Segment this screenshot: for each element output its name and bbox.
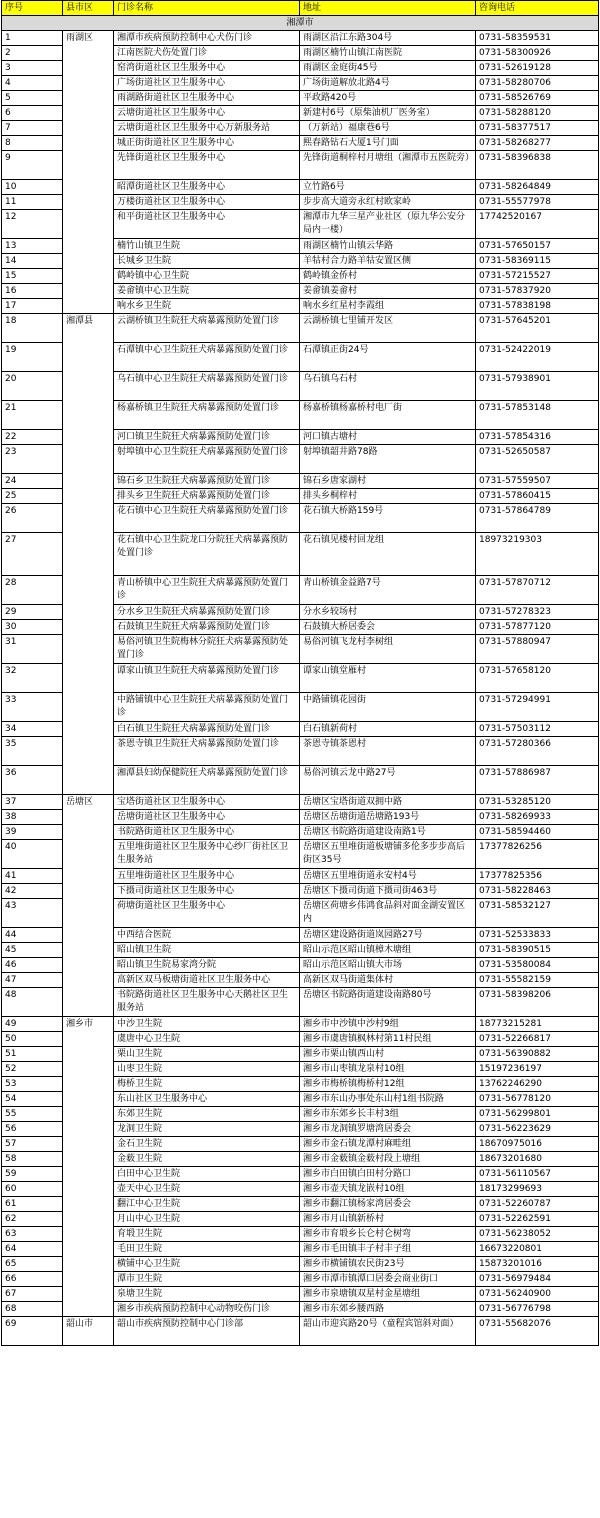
cell-address: 湘乡市东山办事处东山村1组书院路 <box>300 1092 476 1107</box>
cell-clinic-name: 五里堆街道社区卫生服务中心 <box>114 869 300 884</box>
cell-phone: 0731-58300926 <box>476 46 599 61</box>
cell-address: 岳塘区五里堆街道板塘铺多伦多步步高后街区35号 <box>300 840 476 869</box>
cell-phone: 0731-58228463 <box>476 884 599 899</box>
cell-clinic-name: 花石镇中心卫生院龙口分院狂犬病暴露预防处置门诊 <box>114 533 300 576</box>
cell-address: 湘乡市山枣镇龙泉村10组 <box>300 1062 476 1077</box>
cell-county: 湘乡市 <box>63 1017 114 1317</box>
cell-address: 韶山市迎宾路20号（童程宾馆斜对面） <box>300 1317 476 1346</box>
cell-phone: 16673220801 <box>476 1242 599 1257</box>
cell-address: 石鼓镇大桥居委会 <box>300 620 476 635</box>
cell-clinic-name: 昭山镇卫生院 <box>114 943 300 958</box>
cell-serial: 34 <box>2 722 63 737</box>
cell-phone: 0731-56778120 <box>476 1092 599 1107</box>
cell-county: 湘潭县 <box>63 314 114 795</box>
cell-clinic-name: 月山中心卫生院 <box>114 1212 300 1227</box>
cell-clinic-name: 五里堆街道社区卫生服务中心纱厂街社区卫生服务站 <box>114 840 300 869</box>
cell-address: 湘乡市壶天镇龙嵌村10组 <box>300 1182 476 1197</box>
cell-serial: 35 <box>2 737 63 766</box>
cell-phone: 0731-52266817 <box>476 1032 599 1047</box>
cell-serial: 23 <box>2 445 63 474</box>
cell-address: 湘乡市龙洞镇罗塘湾居委会 <box>300 1122 476 1137</box>
cell-phone: 15873201016 <box>476 1257 599 1272</box>
cell-phone: 18173299693 <box>476 1182 599 1197</box>
cell-serial: 22 <box>2 430 63 445</box>
cell-clinic-name: 荷塘街道社区卫生服务中心 <box>114 899 300 928</box>
cell-address: （万新站）福康巷6号 <box>300 121 476 136</box>
cell-phone: 0731-58359531 <box>476 31 599 46</box>
cell-address: 湘乡市中沙镇中沙村9组 <box>300 1017 476 1032</box>
cell-clinic-name: 湘潭市疾病预防控制中心犬伤门诊 <box>114 31 300 46</box>
cell-serial: 52 <box>2 1062 63 1077</box>
cell-phone: 0731-56390882 <box>476 1047 599 1062</box>
clinic-table <box>1 0 599 1346</box>
cell-address: 湘乡市潭市镇潭口居委会商业街口 <box>300 1272 476 1287</box>
cell-address: 花石镇大桥路159号 <box>300 504 476 533</box>
cell-phone: 0731-57877120 <box>476 620 599 635</box>
cell-serial: 17 <box>2 299 63 314</box>
cell-address: 湘乡市月山镇新桥村 <box>300 1212 476 1227</box>
cell-serial: 21 <box>2 401 63 430</box>
cell-clinic-name: 东郊卫生院 <box>114 1107 300 1122</box>
cell-phone: 0731-57864789 <box>476 504 599 533</box>
cell-serial: 15 <box>2 269 63 284</box>
cell-phone: 0731-57938901 <box>476 372 599 401</box>
cell-serial: 4 <box>2 76 63 91</box>
cell-clinic-name: 下摄司街道社区卫生服务中心 <box>114 884 300 899</box>
cell-address: 雨湖区沿江东路304号 <box>300 31 476 46</box>
cell-clinic-name: 白石镇卫生院狂犬病暴露预防处置门诊 <box>114 722 300 737</box>
cell-address: 岳塘区五里堆街道永安村4号 <box>300 869 476 884</box>
cell-address: 湘乡市梅桥镇梅桥村12组 <box>300 1077 476 1092</box>
cell-clinic-name: 金石卫生院 <box>114 1137 300 1152</box>
cell-serial: 40 <box>2 840 63 869</box>
cell-serial: 5 <box>2 91 63 106</box>
cell-clinic-name: 石鼓镇卫生院狂犬病暴露预防处置门诊 <box>114 620 300 635</box>
cell-address: 石潭镇正街24号 <box>300 343 476 372</box>
cell-phone: 0731-53580084 <box>476 958 599 973</box>
cell-address: 谭家山镇堂雁村 <box>300 664 476 693</box>
cell-clinic-name: 分水乡卫生院狂犬病暴露预防处置门诊 <box>114 605 300 620</box>
cell-address: 昭山示范区昭山镇大市场 <box>300 958 476 973</box>
cell-serial: 48 <box>2 988 63 1017</box>
cell-address: 新建村6号（原柴油机厂医务室） <box>300 106 476 121</box>
cell-address: 平政路420号 <box>300 91 476 106</box>
cell-phone: 18973219303 <box>476 533 599 576</box>
cell-clinic-name: 书院路街道社区卫生服务中心 <box>114 825 300 840</box>
cell-serial: 44 <box>2 928 63 943</box>
cell-address: 鹤岭镇金侨村 <box>300 269 476 284</box>
cell-phone: 0731-58280706 <box>476 76 599 91</box>
cell-serial: 41 <box>2 869 63 884</box>
cell-serial: 9 <box>2 151 63 180</box>
cell-serial: 62 <box>2 1212 63 1227</box>
cell-phone: 0731-57650157 <box>476 239 599 254</box>
cell-phone: 0731-57837920 <box>476 284 599 299</box>
cell-phone: 0731-57880947 <box>476 635 599 664</box>
cell-phone: 0731-57853148 <box>476 401 599 430</box>
cell-phone: 0731-58396838 <box>476 151 599 180</box>
cell-serial: 56 <box>2 1122 63 1137</box>
cell-phone: 0731-58398206 <box>476 988 599 1017</box>
header-row <box>2 1 599 16</box>
cell-phone: 0731-58288120 <box>476 106 599 121</box>
cell-serial: 65 <box>2 1257 63 1272</box>
cell-serial: 19 <box>2 343 63 372</box>
cell-serial: 27 <box>2 533 63 576</box>
table-row <box>2 314 599 343</box>
cell-clinic-name: 茶恩寺镇卫生院狂犬病暴露预防处置门诊 <box>114 737 300 766</box>
table-row <box>2 795 599 810</box>
cell-clinic-name: 翻江中心卫生院 <box>114 1197 300 1212</box>
cell-serial: 13 <box>2 239 63 254</box>
cell-serial: 6 <box>2 106 63 121</box>
cell-clinic-name: 韶山市疾病预防控制中心门诊部 <box>114 1317 300 1346</box>
cell-serial: 51 <box>2 1047 63 1062</box>
cell-serial: 69 <box>2 1317 63 1346</box>
header-address: 地址 <box>300 1 476 16</box>
cell-clinic-name: 壶天中心卫生院 <box>114 1182 300 1197</box>
cell-phone: 13762246290 <box>476 1077 599 1092</box>
cell-serial: 8 <box>2 136 63 151</box>
cell-serial: 7 <box>2 121 63 136</box>
cell-clinic-name: 姜畲镇中心卫生院 <box>114 284 300 299</box>
cell-clinic-name: 云塘街道社区卫生服务中心 <box>114 106 300 121</box>
cell-phone: 0731-57280366 <box>476 737 599 766</box>
cell-address: 杨嘉桥镇杨嘉桥村电厂街 <box>300 401 476 430</box>
cell-phone: 0731-58526769 <box>476 91 599 106</box>
cell-serial: 59 <box>2 1167 63 1182</box>
cell-clinic-name: 河口镇卫生院狂犬病暴露预防处置门诊 <box>114 430 300 445</box>
cell-serial: 38 <box>2 810 63 825</box>
cell-address: 雨湖区金庭街45号 <box>300 61 476 76</box>
cell-serial: 63 <box>2 1227 63 1242</box>
cell-phone: 15197236197 <box>476 1062 599 1077</box>
cell-phone: 0731-56110567 <box>476 1167 599 1182</box>
cell-serial: 68 <box>2 1302 63 1317</box>
cell-clinic-name: 广场街道社区卫生服务中心 <box>114 76 300 91</box>
cell-address: 易俗河镇飞龙村李树组 <box>300 635 476 664</box>
cell-address: 白石镇新荷村 <box>300 722 476 737</box>
cell-clinic-name: 江南医院犬伤处置门诊 <box>114 46 300 61</box>
cell-clinic-name: 湘乡市疾病预防控制中心动物咬伤门诊 <box>114 1302 300 1317</box>
cell-phone: 0731-57645201 <box>476 314 599 343</box>
cell-phone: 18673201680 <box>476 1152 599 1167</box>
cell-county: 岳塘区 <box>63 795 114 1017</box>
cell-phone: 0731-58532127 <box>476 899 599 928</box>
cell-phone: 0731-56238052 <box>476 1227 599 1242</box>
cell-phone: 0731-57503112 <box>476 722 599 737</box>
cell-phone: 0731-55682076 <box>476 1317 599 1346</box>
cell-phone: 17742520167 <box>476 210 599 239</box>
city-label: 湘潭市 <box>2 16 599 31</box>
cell-phone: 0731-56223629 <box>476 1122 599 1137</box>
cell-address: 花石镇见楼村回龙组 <box>300 533 476 576</box>
cell-phone: 0731-55577978 <box>476 195 599 210</box>
cell-phone: 0731-57278323 <box>476 605 599 620</box>
cell-clinic-name: 谭家山镇卫生院狂犬病暴露预防处置门诊 <box>114 664 300 693</box>
cell-clinic-name: 龙洞卫生院 <box>114 1122 300 1137</box>
cell-clinic-name: 中西结合医院 <box>114 928 300 943</box>
cell-phone: 0731-58269933 <box>476 810 599 825</box>
cell-address: 湘乡市东郊乡腰西路 <box>300 1302 476 1317</box>
cell-serial: 29 <box>2 605 63 620</box>
table-row <box>2 1017 599 1032</box>
cell-serial: 50 <box>2 1032 63 1047</box>
cell-clinic-name: 城正街街道社区卫生服务中心 <box>114 136 300 151</box>
table-body <box>2 16 599 1346</box>
cell-address: 分水乡较场村 <box>300 605 476 620</box>
cell-clinic-name: 锦石乡卫生院狂犬病暴露预防处置门诊 <box>114 474 300 489</box>
cell-clinic-name: 和平街道社区卫生服务中心 <box>114 210 300 239</box>
cell-phone: 0731-55582159 <box>476 973 599 988</box>
cell-phone: 0731-56776798 <box>476 1302 599 1317</box>
cell-serial: 39 <box>2 825 63 840</box>
cell-phone: 0731-58594460 <box>476 825 599 840</box>
cell-clinic-name: 金薮卫生院 <box>114 1152 300 1167</box>
cell-clinic-name: 窑湾街道社区卫生服务中心 <box>114 61 300 76</box>
cell-address: 岳塘区荷塘乡伟鸿食品斜对面金湖安置区内 <box>300 899 476 928</box>
cell-phone: 0731-57559507 <box>476 474 599 489</box>
cell-clinic-name: 高新区双马板塘街道社区卫生服务中心 <box>114 973 300 988</box>
cell-clinic-name: 虞唐中心卫生院 <box>114 1032 300 1047</box>
cell-serial: 67 <box>2 1287 63 1302</box>
cell-phone: 0731-52650587 <box>476 445 599 474</box>
cell-address: 羊牯村合力路羊牯安置区侧 <box>300 254 476 269</box>
cell-serial: 24 <box>2 474 63 489</box>
cell-clinic-name: 石潭镇中心卫生院狂犬病暴露预防处置门诊 <box>114 343 300 372</box>
cell-clinic-name: 排头乡卫生院狂犬病暴露预防处置门诊 <box>114 489 300 504</box>
cell-clinic-name: 楠竹山镇卫生院 <box>114 239 300 254</box>
cell-clinic-name: 昭山镇卫生院易家湾分院 <box>114 958 300 973</box>
cell-serial: 31 <box>2 635 63 664</box>
cell-address: 湘乡市白田镇白田村分路口 <box>300 1167 476 1182</box>
cell-phone: 0731-58369115 <box>476 254 599 269</box>
cell-serial: 33 <box>2 693 63 722</box>
cell-clinic-name: 白田中心卫生院 <box>114 1167 300 1182</box>
cell-address: 湘乡市翻江镇杨家湾居委会 <box>300 1197 476 1212</box>
cell-address: 岳塘区岳塘街道岳塘路193号 <box>300 810 476 825</box>
cell-clinic-name: 响水乡卫生院 <box>114 299 300 314</box>
cell-phone: 0731-52262591 <box>476 1212 599 1227</box>
cell-serial: 66 <box>2 1272 63 1287</box>
cell-serial: 64 <box>2 1242 63 1257</box>
cell-address: 湘乡市育塅乡长仑村仑树弯 <box>300 1227 476 1242</box>
cell-clinic-name: 先锋街道社区卫生服务中心 <box>114 151 300 180</box>
cell-address: 雨湖区楠竹山镇云华路 <box>300 239 476 254</box>
cell-phone: 0731-56299801 <box>476 1107 599 1122</box>
cell-clinic-name: 云塘街道社区卫生服务中心万新服务站 <box>114 121 300 136</box>
cell-clinic-name: 雨湖路街道社区卫生服务中心 <box>114 91 300 106</box>
cell-address: 湘乡市虞唐镇枫林村第11村民组 <box>300 1032 476 1047</box>
cell-serial: 28 <box>2 576 63 605</box>
cell-address: 先锋街道桐梓村月塘组（湘潭市五医院旁） <box>300 151 476 180</box>
cell-address: 河口镇古塘村 <box>300 430 476 445</box>
cell-clinic-name: 梅桥卫生院 <box>114 1077 300 1092</box>
cell-county: 雨湖区 <box>63 31 114 314</box>
cell-clinic-name: 山枣卫生院 <box>114 1062 300 1077</box>
cell-clinic-name: 中路铺镇中心卫生院狂犬病暴露预防处置门诊 <box>114 693 300 722</box>
cell-address: 姜畲镇姜畲村 <box>300 284 476 299</box>
header-clinic-name: 门诊名称 <box>114 1 300 16</box>
cell-serial: 58 <box>2 1152 63 1167</box>
cell-phone: 0731-57854316 <box>476 430 599 445</box>
cell-address: 乌石镇乌石村 <box>300 372 476 401</box>
cell-serial: 11 <box>2 195 63 210</box>
cell-serial: 26 <box>2 504 63 533</box>
cell-address: 岳塘区宝塔街道双拥中路 <box>300 795 476 810</box>
cell-serial: 42 <box>2 884 63 899</box>
cell-county: 韶山市 <box>63 1317 114 1346</box>
city-row <box>2 16 599 31</box>
cell-address: 茶恩寺镇茶恩村 <box>300 737 476 766</box>
cell-clinic-name: 花石镇中心卫生院狂犬病暴露预防处置门诊 <box>114 504 300 533</box>
cell-phone: 0731-58268277 <box>476 136 599 151</box>
cell-serial: 57 <box>2 1137 63 1152</box>
cell-clinic-name: 潭市卫生院 <box>114 1272 300 1287</box>
cell-address: 青山桥镇金益路7号 <box>300 576 476 605</box>
cell-clinic-name: 万楼街道社区卫生服务中心 <box>114 195 300 210</box>
cell-clinic-name: 栗山卫生院 <box>114 1047 300 1062</box>
cell-clinic-name: 东山社区卫生服务中心 <box>114 1092 300 1107</box>
cell-address: 湘潭市九华三星产业社区（原九华公安分局内一楼） <box>300 210 476 239</box>
cell-clinic-name: 中沙卫生院 <box>114 1017 300 1032</box>
cell-serial: 46 <box>2 958 63 973</box>
cell-clinic-name: 泉塘卫生院 <box>114 1287 300 1302</box>
cell-serial: 36 <box>2 766 63 795</box>
cell-phone: 0731-57886987 <box>476 766 599 795</box>
cell-clinic-name: 青山桥镇中心卫生院狂犬病暴露预防处置门诊 <box>114 576 300 605</box>
cell-address: 云湖桥镇七里铺开发区 <box>300 314 476 343</box>
header-county: 县市区 <box>63 1 114 16</box>
cell-serial: 53 <box>2 1077 63 1092</box>
cell-address: 岳塘区书院路街道建设南路80号 <box>300 988 476 1017</box>
cell-serial: 61 <box>2 1197 63 1212</box>
cell-address: 昭山示范区昭山镇樟木塘组 <box>300 943 476 958</box>
cell-address: 步步高大道旁永红村欧家岭 <box>300 195 476 210</box>
cell-phone: 17377825356 <box>476 869 599 884</box>
cell-phone: 0731-57838198 <box>476 299 599 314</box>
cell-serial: 54 <box>2 1092 63 1107</box>
cell-serial: 16 <box>2 284 63 299</box>
cell-address: 立竹路6号 <box>300 180 476 195</box>
cell-clinic-name: 长城乡卫生院 <box>114 254 300 269</box>
cell-clinic-name: 鹤岭镇中心卫生院 <box>114 269 300 284</box>
cell-clinic-name: 射埠镇中心卫生院狂犬病暴露预防处置门诊 <box>114 445 300 474</box>
cell-clinic-name: 湘潭县妇幼保健院狂犬病暴露预防处置门诊 <box>114 766 300 795</box>
cell-serial: 1 <box>2 31 63 46</box>
cell-serial: 55 <box>2 1107 63 1122</box>
cell-serial: 37 <box>2 795 63 810</box>
cell-serial: 25 <box>2 489 63 504</box>
cell-phone: 0731-57658120 <box>476 664 599 693</box>
cell-address: 射埠镇韶井路78路 <box>300 445 476 474</box>
cell-clinic-name: 毛田卫生院 <box>114 1242 300 1257</box>
cell-address: 雨湖区楠竹山镇江南医院 <box>300 46 476 61</box>
cell-address: 岳塘区书院路街道建设南路1号 <box>300 825 476 840</box>
cell-serial: 10 <box>2 180 63 195</box>
cell-address: 易俗河镇云龙中路27号 <box>300 766 476 795</box>
cell-phone: 0731-58390515 <box>476 943 599 958</box>
cell-address: 湘乡市横铺镇农民街23号 <box>300 1257 476 1272</box>
cell-serial: 14 <box>2 254 63 269</box>
cell-serial: 30 <box>2 620 63 635</box>
cell-phone: 0731-56240900 <box>476 1287 599 1302</box>
cell-serial: 47 <box>2 973 63 988</box>
cell-phone: 0731-52260787 <box>476 1197 599 1212</box>
table-row <box>2 31 599 46</box>
cell-clinic-name: 横铺中心卫生院 <box>114 1257 300 1272</box>
cell-serial: 20 <box>2 372 63 401</box>
cell-clinic-name: 乌石镇中心卫生院狂犬病暴露预防处置门诊 <box>114 372 300 401</box>
cell-address: 排头乡桐梓村 <box>300 489 476 504</box>
cell-clinic-name: 书院路街道社区卫生服务中心天鹅社区卫生服务站 <box>114 988 300 1017</box>
cell-clinic-name: 昭潭街道社区卫生服务中心 <box>114 180 300 195</box>
cell-clinic-name: 岳塘街道社区卫生服务中心 <box>114 810 300 825</box>
cell-address: 湘乡市毛田镇丰子村丰子组 <box>300 1242 476 1257</box>
cell-clinic-name: 杨嘉桥镇卫生院狂犬病暴露预防处置门诊 <box>114 401 300 430</box>
cell-serial: 18 <box>2 314 63 343</box>
cell-address: 锦石乡唐家湖村 <box>300 474 476 489</box>
cell-serial: 60 <box>2 1182 63 1197</box>
cell-phone: 18773215281 <box>476 1017 599 1032</box>
cell-serial: 43 <box>2 899 63 928</box>
cell-address: 中路铺镇花园街 <box>300 693 476 722</box>
cell-phone: 0731-58377517 <box>476 121 599 136</box>
cell-address: 熙春路钻石大厦1号门面 <box>300 136 476 151</box>
cell-serial: 2 <box>2 46 63 61</box>
cell-serial: 3 <box>2 61 63 76</box>
cell-address: 湘乡市泉塘镇双星村金星塘组 <box>300 1287 476 1302</box>
cell-phone: 0731-57870712 <box>476 576 599 605</box>
cell-phone: 17377826256 <box>476 840 599 869</box>
cell-serial: 45 <box>2 943 63 958</box>
cell-phone: 0731-52619128 <box>476 61 599 76</box>
cell-address: 湘乡市金薮镇金薮村段上塘组 <box>300 1152 476 1167</box>
cell-serial: 49 <box>2 1017 63 1032</box>
cell-phone: 0731-53285120 <box>476 795 599 810</box>
table-row <box>2 1317 599 1346</box>
cell-address: 岳塘区下摄司街道下摄司街463号 <box>300 884 476 899</box>
cell-phone: 0731-56979484 <box>476 1272 599 1287</box>
cell-phone: 18670975016 <box>476 1137 599 1152</box>
cell-address: 响水乡红星村李霞组 <box>300 299 476 314</box>
cell-clinic-name: 易俗河镇卫生院梅林分院狂犬病暴露预防处置门诊 <box>114 635 300 664</box>
cell-phone: 0731-52422019 <box>476 343 599 372</box>
cell-serial: 32 <box>2 664 63 693</box>
cell-address: 湘乡市金石镇龙潭村麻畦组 <box>300 1137 476 1152</box>
cell-address: 岳塘区建设路街道岚园路27号 <box>300 928 476 943</box>
header-phone: 咨询电话 <box>476 1 599 16</box>
cell-clinic-name: 宝塔街道社区卫生服务中心 <box>114 795 300 810</box>
cell-clinic-name: 云湖桥镇卫生院狂犬病暴露预防处置门诊 <box>114 314 300 343</box>
cell-serial: 12 <box>2 210 63 239</box>
cell-address: 湘乡市栗山镇西山村 <box>300 1047 476 1062</box>
cell-address: 高新区双马街道集体村 <box>300 973 476 988</box>
cell-phone: 0731-57215527 <box>476 269 599 284</box>
cell-phone: 0731-52533833 <box>476 928 599 943</box>
cell-address: 湘乡市东郊乡长丰村3组 <box>300 1107 476 1122</box>
cell-phone: 0731-57860415 <box>476 489 599 504</box>
cell-address: 广场街道解放北路4号 <box>300 76 476 91</box>
cell-phone: 0731-58264849 <box>476 180 599 195</box>
cell-phone: 0731-57294991 <box>476 693 599 722</box>
cell-clinic-name: 育塅卫生院 <box>114 1227 300 1242</box>
header-serial: 序号 <box>2 1 63 16</box>
